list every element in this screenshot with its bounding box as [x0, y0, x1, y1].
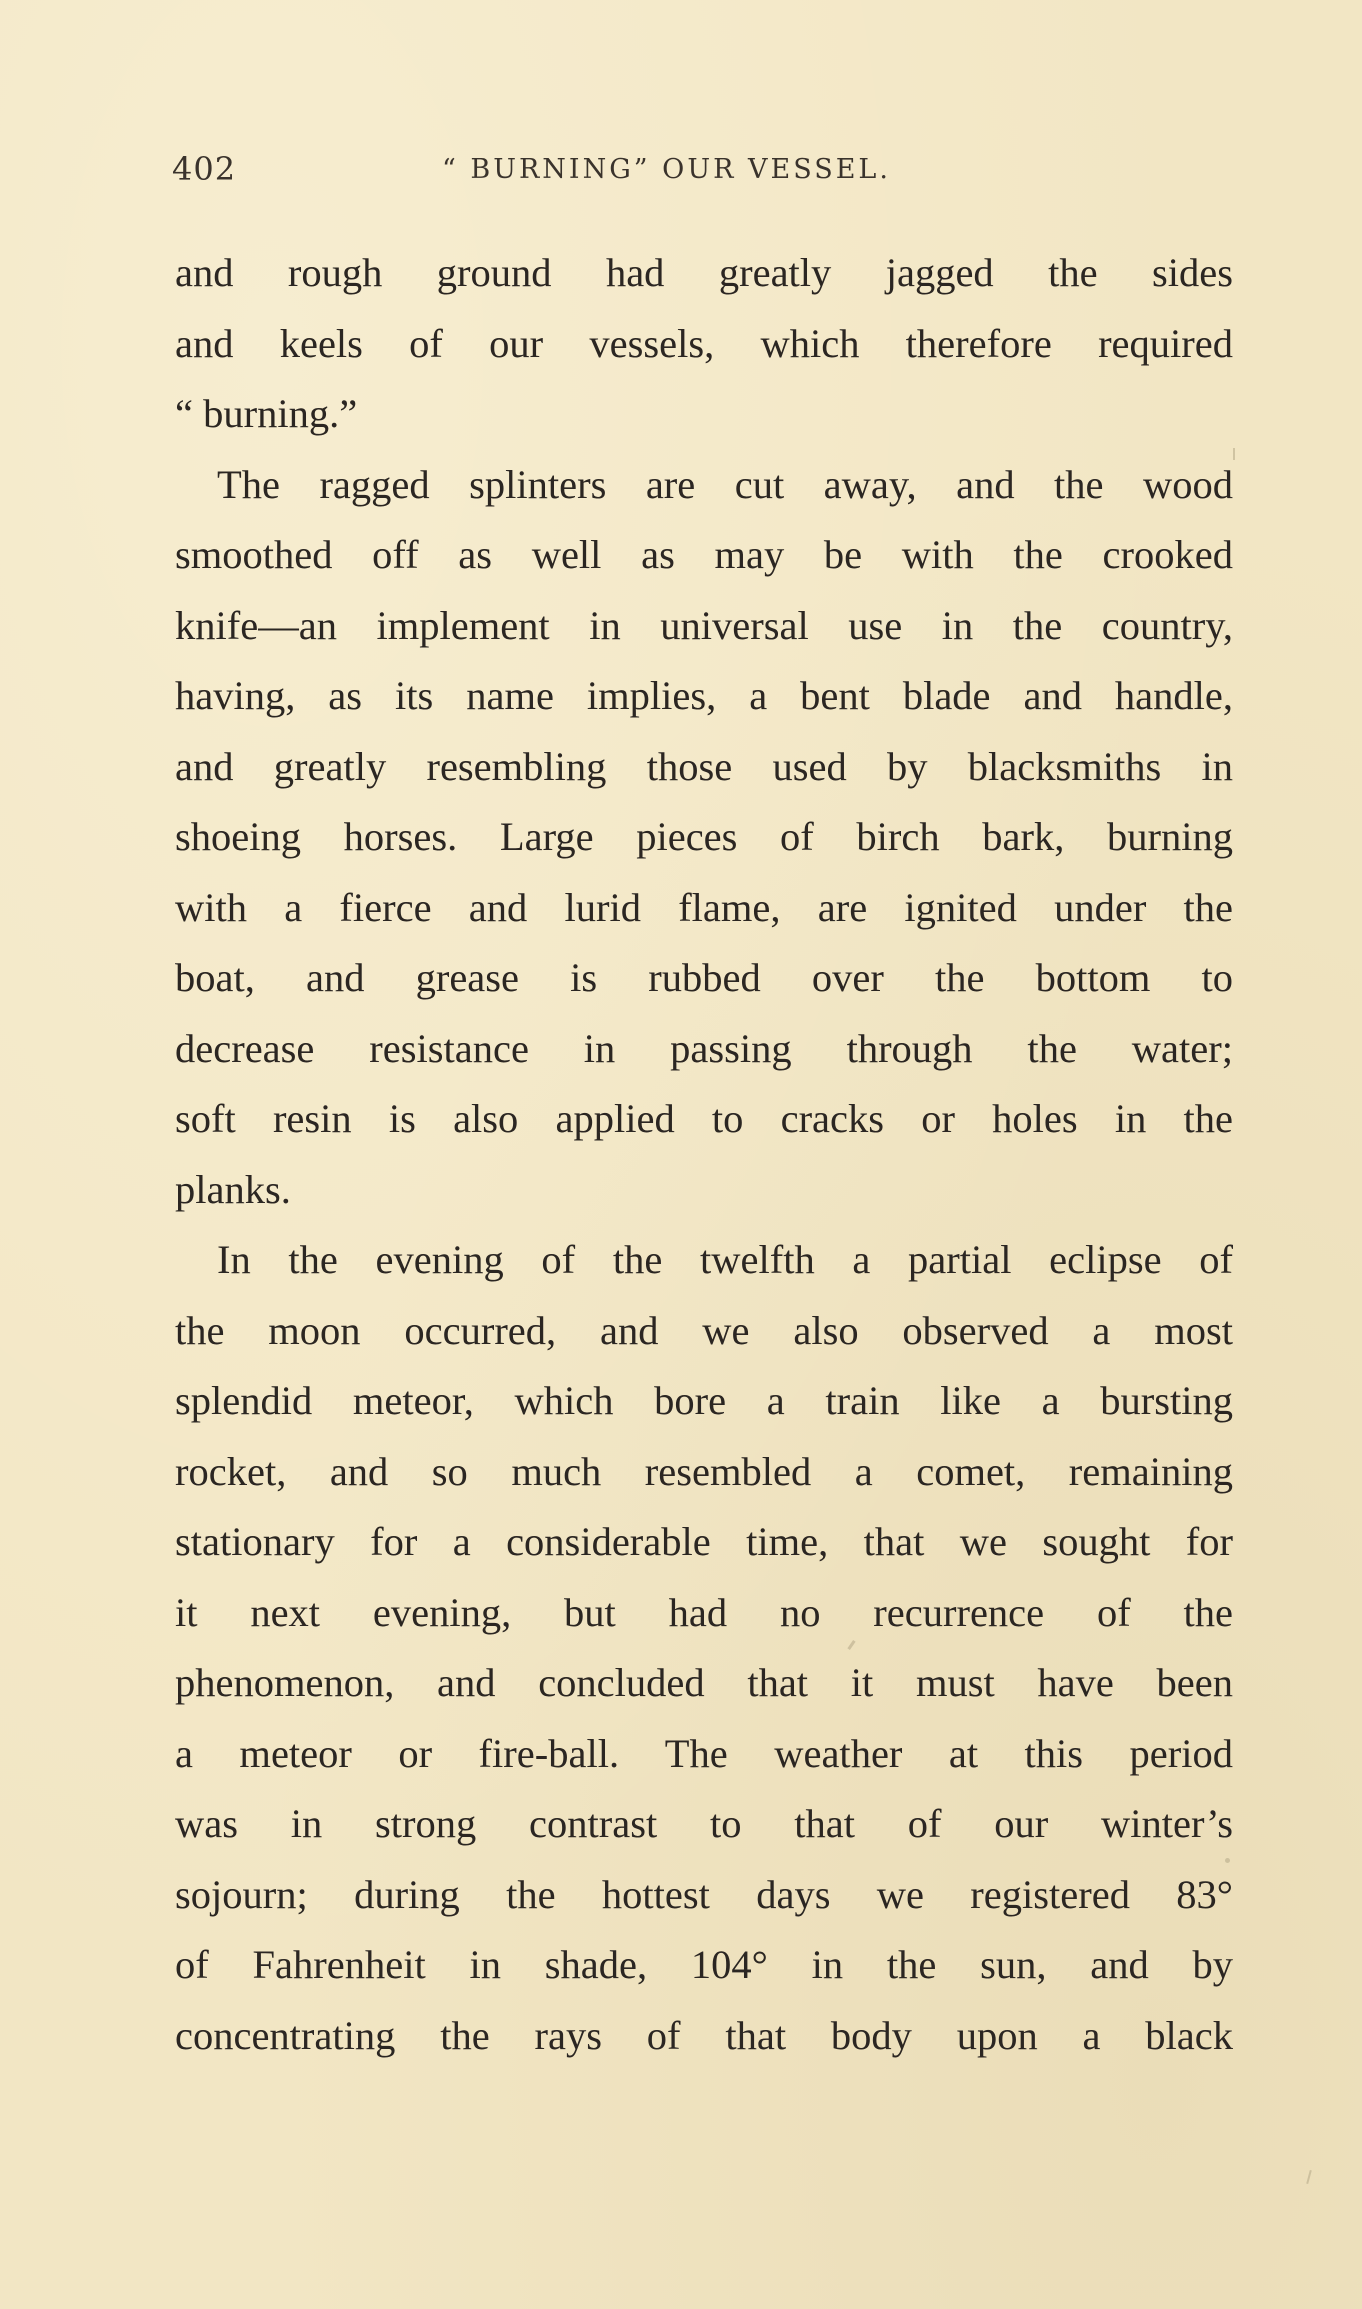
- text-line: boat, and grease is rubbed over the bottom to: [175, 955, 1233, 1000]
- body-text: [175, 238, 1233, 2071]
- text-line: with a fierce and lurid flame, are ignited under the: [175, 884, 1233, 930]
- text-line: phenomenon, and concluded that it must have been: [175, 1660, 1233, 1705]
- text-line: sojourn; during the hottest days we registered 83°: [175, 1871, 1233, 1917]
- text-line: and rough ground had greatly jagged the sides: [175, 250, 1233, 295]
- text-line: planks.: [175, 1166, 291, 1212]
- text-line: smoothed off as well as may be with the crooked: [175, 532, 1233, 577]
- running-head: [172, 150, 1232, 200]
- paper-speck: [1306, 2170, 1312, 2184]
- text-line: rocket, and so much resembled a comet, remaining: [175, 1448, 1233, 1494]
- text-line: having, as its name implies, a bent blade and handle,: [175, 673, 1233, 718]
- paper-speck: [1233, 448, 1235, 460]
- text-line: a meteor or fire-ball. The weather at this period: [175, 1730, 1233, 1776]
- paper-speck: [1225, 1858, 1230, 1863]
- text-line: the moon occurred, and we also observed a most: [175, 1307, 1233, 1353]
- text-line: concentrating the rays of that body upon a black: [175, 2012, 1233, 2058]
- text-line: soft resin is also applied to cracks or holes in the: [175, 1096, 1233, 1141]
- text-line: and keels of our vessels, which therefore required: [175, 320, 1233, 366]
- text-line: stationary for a considerable time, that we sought for: [175, 1519, 1233, 1564]
- text-line: of Fahrenheit in shade, 104° in the sun, and by: [175, 1942, 1233, 1987]
- text-line: shoeing horses. Large pieces of birch bark, burning: [175, 814, 1233, 859]
- text-line: decrease resistance in passing through the water;: [175, 1025, 1233, 1071]
- text-line: “ burning.”: [175, 391, 358, 436]
- text-line: it next evening, but had no recurrence of the: [175, 1589, 1233, 1635]
- running-title: “ BURNING” OUR VESSEL.: [442, 154, 891, 185]
- text-line: and greatly resembling those used by blacksmiths in: [175, 743, 1233, 789]
- page-number: 402: [172, 150, 237, 188]
- text-line: was in strong contrast to that of our winter’s: [175, 1801, 1233, 1846]
- text-line: knife—an implement in universal use in the country,: [175, 602, 1233, 648]
- text-line: splendid meteor, which bore a train like a bursting: [175, 1378, 1233, 1423]
- text-line: The ragged splinters are cut away, and the wood: [217, 461, 1233, 507]
- text-line: In the evening of the twelfth a partial eclipse of: [217, 1237, 1233, 1282]
